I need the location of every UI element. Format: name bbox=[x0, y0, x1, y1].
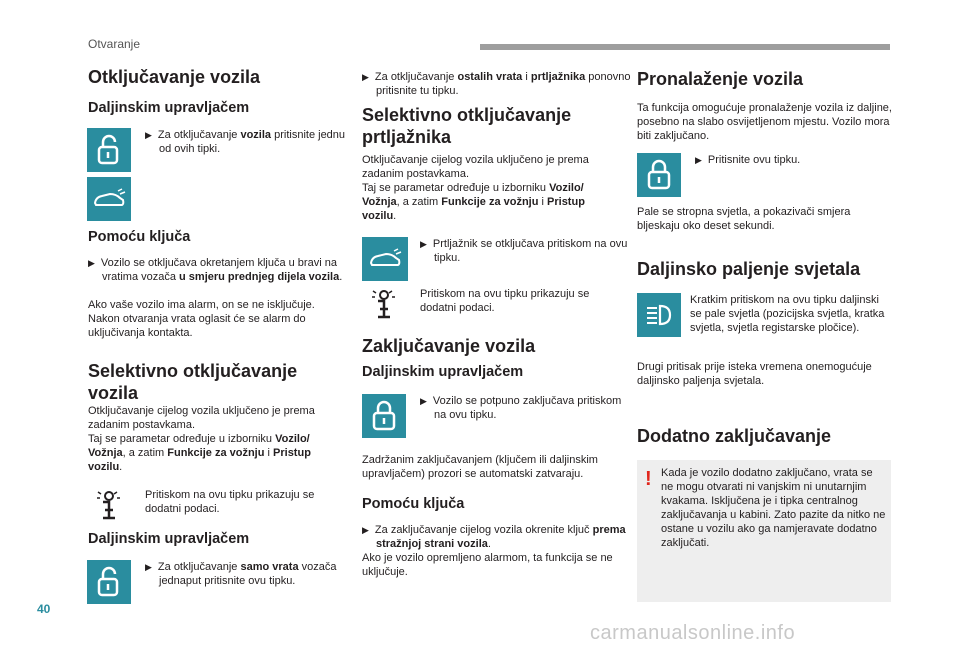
header-bar bbox=[480, 44, 890, 50]
lights-text: Kratkim pritiskom na ovu tipku daljinski se pale svjetla (pozicijska svjetla, kratka svjetla, svjetla registarske pločice). bbox=[690, 294, 885, 334]
lock-remote-heading: Daljinskim upravljačem bbox=[362, 364, 524, 380]
info-person-icon bbox=[370, 287, 400, 321]
other-doors-bullet: ▶ Za otključavanje ostalih vrata i prtljažnika ponovno pritisnite tu tipku. bbox=[362, 71, 631, 97]
find-text-2: Pale se stropna svjetla, a pokazivači smjera bljeskaju oko deset sekundi. bbox=[637, 206, 851, 232]
find-bullet: ▶ Pritisnite ovu tipku. bbox=[695, 154, 801, 166]
selective-tip: Pritiskom na ovu tipku prikazuju se dodatni podaci. bbox=[145, 489, 315, 515]
lock-title: Zaključavanje vozila bbox=[362, 336, 536, 356]
lock-key-heading: Pomoću ključa bbox=[362, 496, 465, 512]
remote-heading: Daljinskim upravljačem bbox=[88, 100, 250, 116]
remote-unlock-text: ▶ Za otključavanje vozila pritisnite jednu od ovih tipki. bbox=[145, 129, 346, 155]
watermark: carmanualsonline.info bbox=[590, 622, 796, 644]
selective-p2: Taj se parametar određuje u izborniku Vozilo/ Vožnja, a zatim Funkcije za vožnju i Pristup vozilu. bbox=[88, 433, 311, 473]
trunk-bullet: ▶ Prtljažnik se otključava pritiskom na ovu tipku. bbox=[420, 238, 628, 264]
info-person-icon bbox=[95, 488, 125, 522]
key-alarm-text: Ako vaše vozilo ima alarm, on se ne isključuje. Nakon otvaranja vrata oglasit će se alarm do uključivanja kontakta. bbox=[88, 299, 315, 339]
extra-lock-title: Dodatno zaključavanje bbox=[637, 426, 832, 446]
page-number: 40 bbox=[37, 602, 51, 616]
find-title: Pronalaženje vozila bbox=[637, 69, 804, 89]
car-unlock-icon bbox=[87, 177, 131, 221]
lock-key-bullet: ▶ Za zaključavanje cijelog vozila okrenite ključ prema stražnjoj strani vozila. bbox=[362, 524, 626, 550]
lock-hold-text: Zadržanim zaključavanjem (ključem ili daljinskim upravljačem) prozori se automatski zatvaraju. bbox=[362, 454, 598, 480]
key-heading: Pomoću ključa bbox=[88, 229, 191, 245]
unlock-title: Otključavanje vozila bbox=[88, 67, 261, 87]
selective-p1: Otključavanje cijelog vozila uključeno je prema zadanim postavkama. bbox=[88, 405, 315, 431]
unlock-driver-button-icon bbox=[87, 560, 131, 604]
warning-icon: ! bbox=[645, 468, 652, 490]
trunk-title: Selektivno otključavanje prtljažnika bbox=[362, 105, 572, 147]
trunk-p2: Taj se parametar određuje u izborniku Vozilo/ Vožnja, a zatim Funkcije za vožnju i Pristup vozilu. bbox=[362, 182, 585, 222]
warning-text: Kada je vozilo dodatno zaključano, vrata se ne mogu otvarati ni vanjskim ni unutarnjim kvakama. Isključena je i tipka centralnog zaključavanja u kabini. Zato pazite da nitko ne ostane u vozilu ako ga namjeravate dodatno zaključati. bbox=[661, 467, 886, 549]
remote2-heading: Daljinskim upravljačem bbox=[88, 531, 250, 547]
trunk-tip: Pritiskom na ovu tipku prikazuju se dodatni podaci. bbox=[420, 288, 590, 314]
lock-remote-bullet: ▶ Vozilo se potpuno zaključava pritiskom na ovu tipku. bbox=[420, 395, 622, 421]
lock-key-para: Ako je vozilo opremljeno alarmom, ta funkcija se ne uključuje. bbox=[362, 552, 613, 578]
find-text: Ta funkcija omogućuje pronalaženje vozila iz daljine, posebno na slabo osvijetljenom mjestu. Vozilo mora biti zaključano. bbox=[637, 102, 892, 142]
trunk-button-icon bbox=[362, 237, 408, 281]
lock-button-icon bbox=[362, 394, 406, 438]
trunk-p1: Otključavanje cijelog vozila uključeno je prema zadanim postavkama. bbox=[362, 154, 589, 180]
lights-title: Daljinsko paljenje svjetala bbox=[637, 259, 861, 279]
section-label: Otvaranje bbox=[88, 37, 141, 51]
unlock-button-icon bbox=[87, 128, 131, 172]
selective-title: Selektivno otključavanje vozila bbox=[88, 361, 298, 403]
key-bullet: ▶ Vozilo se otključava okretanjem ključa u bravi na vratima vozača u smjeru prednjeg dijela vozila. bbox=[88, 257, 343, 283]
remote2-text: ▶ Za otključavanje samo vrata vozača jednaput pritisnite ovu tipku. bbox=[145, 561, 337, 587]
headlight-button-icon bbox=[637, 293, 681, 337]
lights-text-2: Drugi pritisak prije isteka vremena onemogućuje daljinsko paljenja svjetala. bbox=[637, 361, 872, 387]
find-button-icon bbox=[637, 153, 681, 197]
